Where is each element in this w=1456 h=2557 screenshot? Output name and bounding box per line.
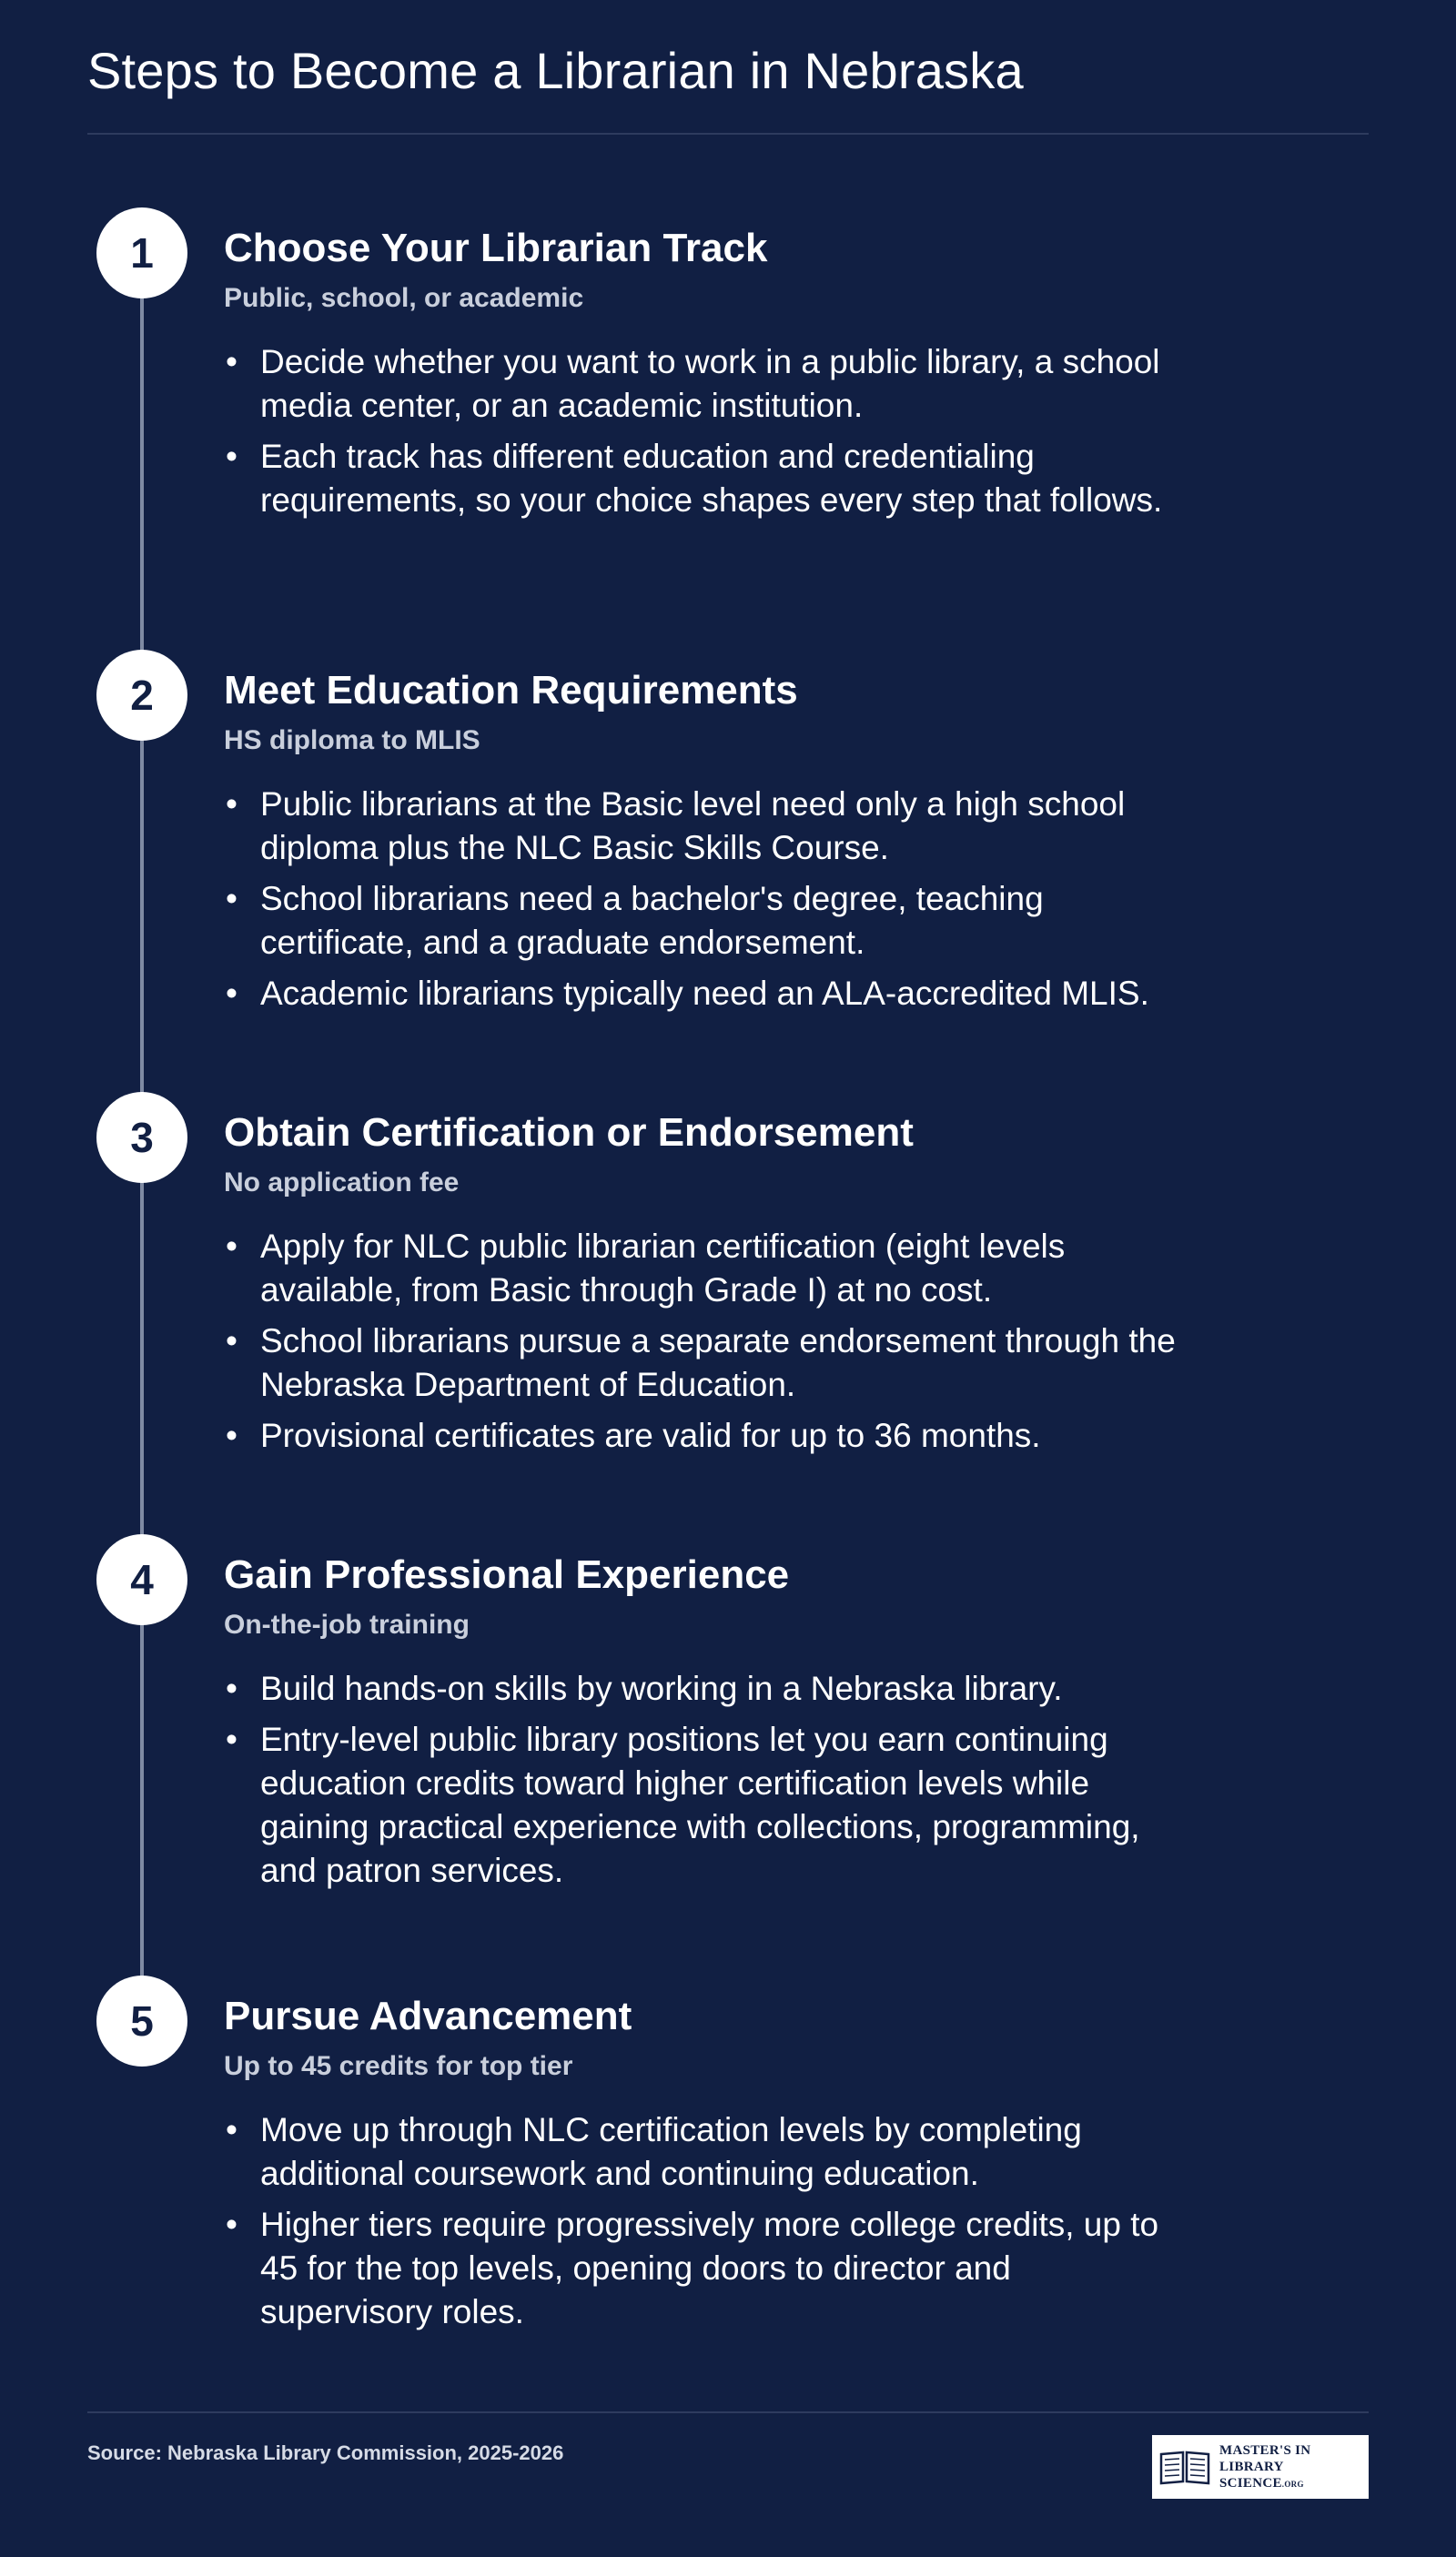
step-content (224, 666, 1179, 1023)
bullet-item: • Each track has different education and credentialing requirements, so your choice shapes every step that follows. (224, 435, 1179, 522)
step-number-circle: 4 (96, 1534, 187, 1625)
step-subtitle: On-the-job training (224, 1610, 470, 1640)
logo-line-2-row (1219, 2459, 1369, 2492)
open-book-icon (1158, 2447, 1212, 2487)
bullet-item: • Academic librarians typically need an ALA-accredited MLIS. (224, 972, 1179, 1016)
step-subtitle: Public, school, or academic (224, 283, 584, 313)
logo-line-2: LIBRARY SCIENCE (1219, 2459, 1284, 2491)
step-subtitle: HS diploma to MLIS (224, 725, 480, 755)
step-subtitle: Up to 45 credits for top tier (224, 2051, 573, 2081)
logo-line-1: MASTER'S IN (1219, 2442, 1311, 2458)
step-title: Gain Professional Experience (224, 1552, 790, 1597)
step-bullet-list (224, 783, 1179, 1016)
bullet-item: • Decide whether you want to work in a public library, a school media center, or an academic institution. (224, 340, 1179, 428)
bullet-item: • Public librarians at the Basic level need only a high school diploma plus the NLC Basic Skills Course. (224, 783, 1179, 870)
step-bullet-list (224, 1667, 1179, 1893)
step-bullet-list (224, 1225, 1179, 1458)
step-number-circle: 5 (96, 1976, 187, 2067)
step-content (224, 1551, 1179, 1900)
bullet-item: • Move up through NLC certification levels by completing additional coursework and continuing education. (224, 2108, 1179, 2196)
step-number-circle: 3 (96, 1092, 187, 1183)
step-bullet-list (224, 2108, 1179, 2334)
source-citation: Source: Nebraska Library Commission, 2025-2026 (87, 2441, 564, 2464)
bullet-item: • Entry-level public library positions let you earn continuing education credits toward higher certification levels while gaining practical experience with collections, programming, and patron services. (224, 1718, 1179, 1893)
logo-suffix: .ORG (1281, 2479, 1304, 2489)
step-title: Choose Your Librarian Track (224, 226, 768, 270)
bullet-item: • School librarians need a bachelor's degree, teaching certificate, and a graduate endorsement. (224, 877, 1179, 965)
bullet-item: • School librarians pursue a separate endorsement through the Nebraska Department of Education. (224, 1319, 1179, 1407)
step-content (224, 1992, 1179, 2341)
step-subtitle: No application fee (224, 1167, 460, 1198)
bullet-item: • Provisional certificates are valid for up to 36 months. (224, 1414, 1179, 1458)
step-number-circle: 2 (96, 650, 187, 741)
step-title: Meet Education Requirements (224, 668, 798, 713)
bullet-item: • Apply for NLC public librarian certification (eight levels available, from Basic through Grade I) at no cost. (224, 1225, 1179, 1312)
logo-wordmark (1219, 2442, 1369, 2492)
step-content (224, 224, 1179, 530)
footer-divider (87, 2411, 1369, 2413)
bullet-item: • Higher tiers require progressively more college credits, up to 45 for the top levels, opening doors to director and supervisory roles. (224, 2203, 1179, 2334)
page-title: Steps to Become a Librarian in Nebraska (87, 42, 1024, 99)
step-title: Obtain Certification or Endorsement (224, 1110, 914, 1155)
step-number-circle: 1 (96, 207, 187, 298)
step-title: Pursue Advancement (224, 1994, 632, 2038)
step-content (224, 1108, 1179, 1465)
site-logo[interactable] (1152, 2435, 1369, 2499)
step-bullet-list (224, 340, 1179, 522)
bullet-item: • Build hands-on skills by working in a Nebraska library. (224, 1667, 1179, 1711)
header-divider (87, 133, 1369, 135)
